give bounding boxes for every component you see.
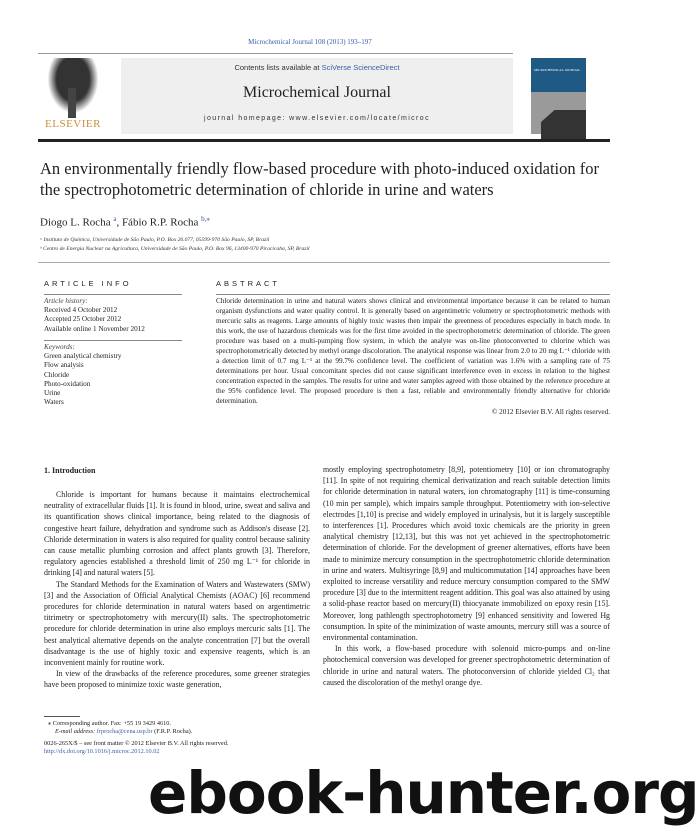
paragraph: The Standard Methods for the Examination of Waters and Wastewaters (SMW) [3] and the Association of Official Analytical Chemists (AOAC) [6] recommend procedures for chloride determination in natural waters based on argentimetric titrimetry or spectrophotometry with mercury(II) salts. The spectrophotometric procedure for chloride determination in urine also employs mercuric salts [1]. The best analytical alternative depends on the analyte concentration [7] but the overall disadvantage is the use of highly toxic and expensive reagents, which is an inconvenient mainly for routine work. <box>44 579 310 668</box>
elsevier-logo[interactable] <box>40 58 106 134</box>
corresponding-author-note: ⁎ Corresponding author. Fax: +55 19 3429 4610. <box>48 720 172 727</box>
article-title: An environmentally friendly flow-based procedure with photo-induced oxidation for the spectrophotometric determination of chloride in urine and waters <box>40 159 600 199</box>
body-column-left <box>44 489 310 691</box>
authors <box>40 212 210 230</box>
email-suffix: (F.R.P. Rocha). <box>152 728 193 735</box>
section-heading: 1. Introduction <box>44 466 96 475</box>
sciencedirect-link[interactable]: SciVerse ScienceDirect <box>321 63 400 72</box>
article-info-heading: ARTICLE INFO <box>44 279 132 288</box>
history-label: Article history: <box>44 297 88 305</box>
abstract-block <box>216 296 610 417</box>
history-item: Received 4 October 2012 <box>44 306 118 315</box>
cover-shape <box>541 110 586 140</box>
journal-header-box <box>121 58 513 134</box>
header-rule <box>38 139 610 142</box>
keywords-label: Keywords: <box>44 343 75 351</box>
article-history <box>44 297 145 334</box>
email-link[interactable]: frprocha@cena.usp.br <box>96 728 153 735</box>
watermark: ebook-hunter.org <box>148 759 698 827</box>
journal-homepage[interactable]: journal homepage: www.elsevier.com/locate/microc <box>204 115 430 122</box>
tree-trunk-icon <box>68 88 76 118</box>
issn-note: 0026-265X/$ – see front matter © 2012 Elsevier B.V. All rights reserved. <box>44 740 229 747</box>
journal-reference[interactable]: Microchemical Journal 108 (2013) 193–197 <box>248 38 372 46</box>
keyword: Flow analysis <box>44 361 84 370</box>
keyword: Photo-oxidation <box>44 379 91 388</box>
publisher-logo-text: ELSEVIER <box>45 118 101 130</box>
author-name: , Fábio R.P. Rocha <box>116 216 202 229</box>
divider <box>44 340 182 341</box>
keywords <box>44 343 121 407</box>
paragraph: Chloride is important for humans because it maintains electrochemical neutrality of extracellular fluids [1]. It is found in blood, urine, sweat and saliva and its quantification shows clinical importance, being related to the diagnosis of congestive heart failure, dehydration and syndrome such as Addison's disease [2]. Chloride determination in waters is also required for quality control because salinity can cause metallic plumbing corrosion and affect plants growth [3]. Therefore, regulatory agencies established a threshold limit of 250 mg L⁻¹ for chloride in drinking [4] and natural waters [5]. <box>44 490 310 578</box>
divider <box>38 262 610 263</box>
contents-prefix: Contents lists available at <box>234 63 322 72</box>
abstract-heading: ABSTRACT <box>216 279 281 288</box>
affiliation-link[interactable]: a <box>113 215 117 223</box>
history-item: Accepted 25 October 2012 <box>44 315 122 324</box>
author-name: Diogo L. Rocha <box>40 216 114 229</box>
affiliation: ᵃ Instituto de Química, Universidade de São Paulo, P.O. Box 26.077, 05599-970 São Paulo, SP, Brazil <box>40 237 270 243</box>
keyword: Urine <box>44 389 61 398</box>
footnotes <box>44 716 310 756</box>
cover-band <box>531 58 586 92</box>
footnote-rule <box>44 716 80 717</box>
copyright: © 2012 Elsevier B.V. All rights reserved. <box>491 408 610 416</box>
keyword: Green analytical chemistry <box>44 352 122 361</box>
journal-title: Microchemical Journal <box>243 84 391 101</box>
paragraph: mostly employing spectrophotometry [8,9], potentiometry [10] or ion chromatography [11]. In spite of not requiring chemical derivatization and reach suitable detection limits for chloride determination in natural waters, ion chromatography [11] is time-consuming (10 min per sample), which impairs sample throughput. Potentiometry with ion-selective electrodes [1,10] is precise and widely employed in urinalysis, but it is largely susceptible to interferences [1]. Procedures which avoid toxic chemicals are the priority in green analytical chemistry [12,13], but this was not yet achieved in the spectrophotometric determination of chloride. For the development of greener alternatives, efforts have been made to minimize mercury consumption in the spectrophotometric chloride determination in urine and waters. Multisyringe [8,9] and multicommutation [14] approaches have been exploited to increase versatility and reduce mercury consumption compared to the SMW procedure [3] due to the intermittent reagent addition. This goal was also attained by using a solid-phase reactor based on mercury(II) thiocyanate immobilized on epoxy resin [15]. Moreover, long pathlength spectrophotometry [9] enhanced sensitivity and lowered Hg consumption. In spite of the minimization of waste amounts, mercury still was a source of environmental contamination. <box>323 465 610 643</box>
body-column-right <box>323 464 610 688</box>
paragraph: In this work, a flow-based procedure with solenoid micro-pumps and on-line photochemical conversion was developed for greener spectrophotometric determination of chloride in urine and natural waters. The photoconversion of chloride yielded Cl₂ that caused the discoloration of the methyl orange dye. <box>323 644 610 687</box>
cover-title: MICROCHEMICAL JOURNAL <box>534 68 581 72</box>
doi-link[interactable]: http://dx.doi.org/10.1016/j.microc.2012.10.02 <box>44 748 160 755</box>
divider <box>44 294 182 295</box>
paragraph: In view of the drawbacks of the reference procedures, some greener strategies have been proposed to minimize toxic waste generation, <box>44 669 310 690</box>
contents-line <box>121 63 513 72</box>
email-note <box>44 728 310 736</box>
keyword: Waters <box>44 398 64 407</box>
abstract-text: Chloride determination in urine and natural waters shows clinical and environmental importance because it can be related to human organism dysfunctions and water quality control. It is generally based on argentimetric volumetry or spectrophotometric methods with mercuric salts as reagents. Large amounts of highly toxic wastes then impair the greenness of procedures especially in batch mode. In this work, the use of hazardous chemicals was for the first time avoided in the spectrophotometric determination of chloride. The green procedure was based on a multi-pumping flow system, in which the analyte was on-line photoconverted to chlorine which was spectrophotometrically detected by methyl orange discoloration. The analytical response was linear from 2.0 to 20 mg L⁻¹ chloride with a detection limit of 0.7 mg L⁻¹ at the 99.7% confidence level. The coefficient of variation was 1.6% with a sampling rate of 75 determinations per hour. Usual concomitant species did not cause significant interference even in excess in relation to the highest concentration expected in the samples. The results for urine and water samples agreed with those obtained by the reference procedure at the 95% confidence level. The proposed procedure is then a fast, reliable and environmentally friendly alternative for chloride determination. <box>216 297 610 405</box>
history-item: Available online 1 November 2012 <box>44 324 145 333</box>
affiliation: ᵇ Centro de Energia Nuclear na Agricultura, Universidade de São Paulo, P.O. Box 96, 13400-970 Piracicaba, SP, Brazil <box>40 246 310 252</box>
affiliation-link[interactable]: b,⁎ <box>201 215 210 223</box>
divider <box>216 294 610 295</box>
divider <box>38 53 513 54</box>
journal-cover-image[interactable] <box>531 58 586 134</box>
email-label: E-mail address: <box>55 728 97 735</box>
keyword: Chloride <box>44 370 70 379</box>
